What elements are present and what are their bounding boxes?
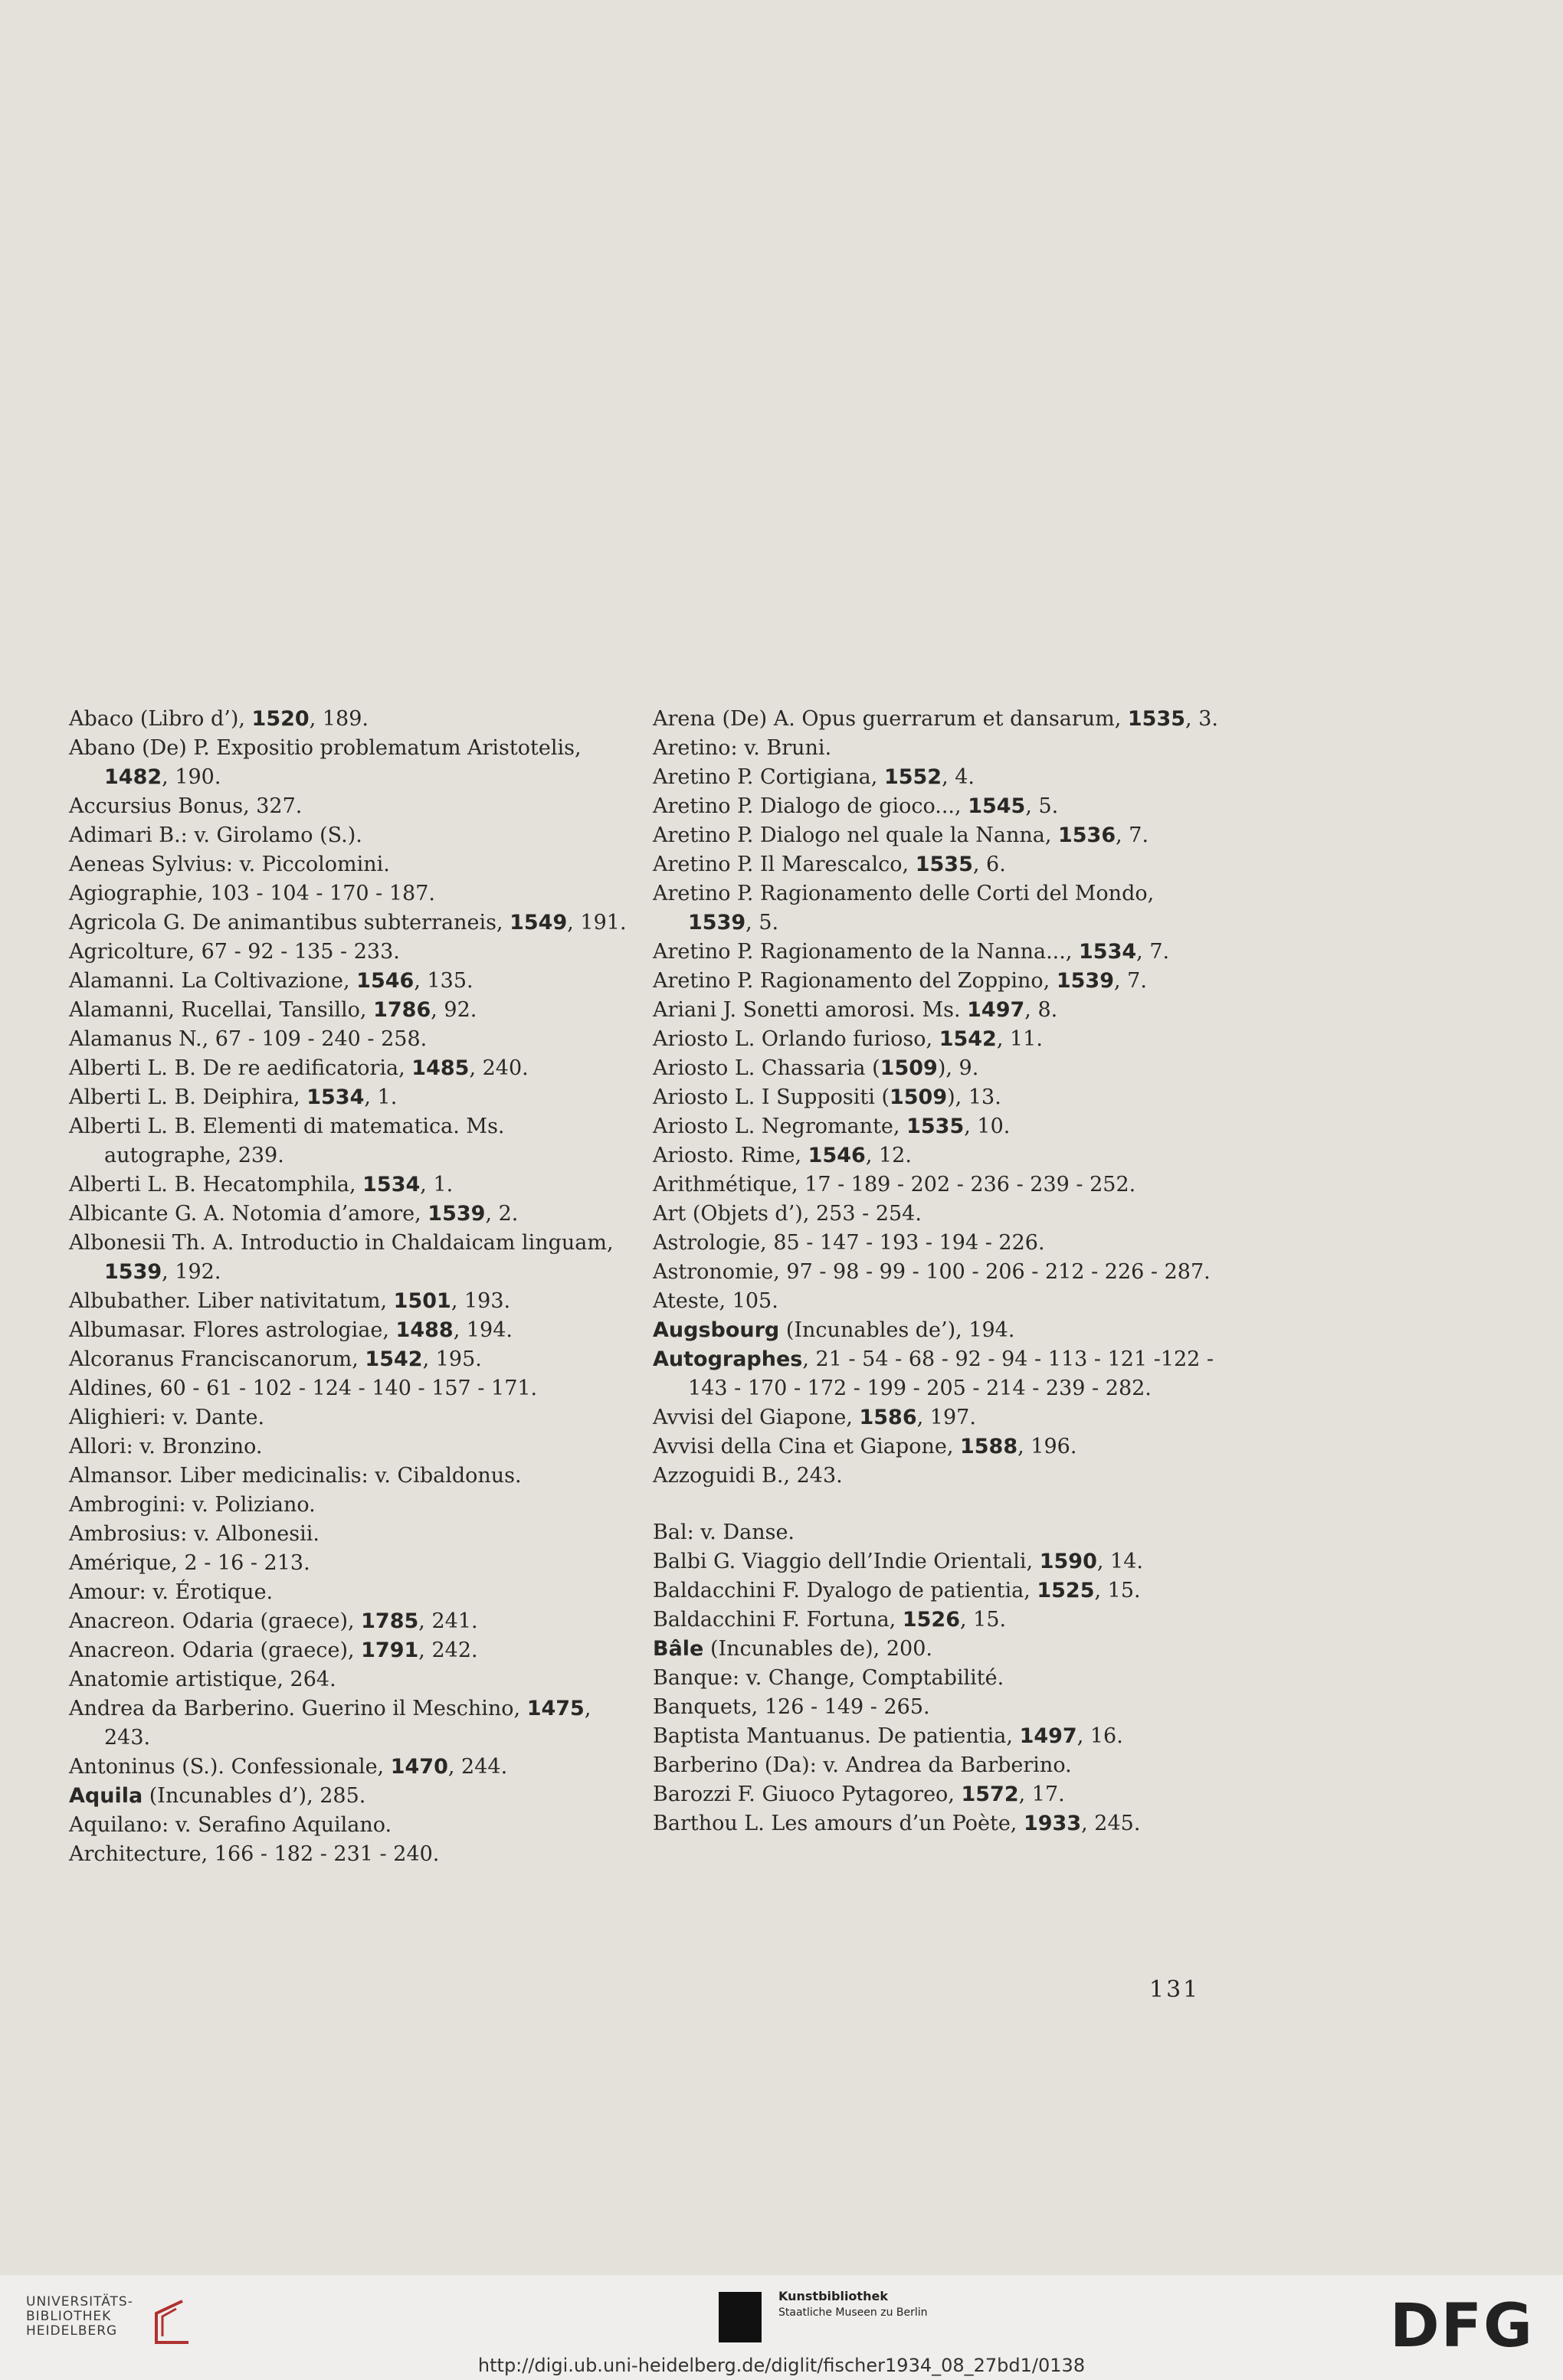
entry-text: Albubather. Liber nativitatum, bbox=[69, 1289, 394, 1313]
index-entry bbox=[653, 879, 1220, 938]
entry-after: , 241. bbox=[418, 1609, 478, 1633]
index-entry bbox=[653, 1780, 1220, 1809]
index-entry bbox=[69, 1549, 636, 1578]
index-column-right bbox=[653, 705, 1220, 1838]
entry-text: Ambrosius: v. Albonesii. bbox=[69, 1522, 319, 1546]
index-entry bbox=[69, 1170, 636, 1200]
ub-logo-line3: HEIDELBERG bbox=[26, 2323, 118, 2339]
entry-text: Alamanni. La Coltivazione, bbox=[69, 969, 357, 993]
entry-text: Barthou L. Les amours d’un Poète, bbox=[653, 1812, 1024, 1835]
index-entry bbox=[69, 1403, 636, 1432]
entry-after: , 195. bbox=[422, 1347, 482, 1371]
entry-text: Banque: v. Change, Comptabilité. bbox=[653, 1666, 1004, 1690]
index-entry bbox=[653, 1403, 1220, 1432]
index-entry bbox=[653, 996, 1220, 1025]
index-entry bbox=[69, 1374, 636, 1403]
entry-year: 1539 bbox=[1056, 969, 1114, 993]
entry-text: Alberti L. B. Elementi di matematica. Ms. autographe, 239. bbox=[69, 1115, 505, 1167]
index-entry bbox=[653, 734, 1220, 763]
index-entry bbox=[69, 1345, 636, 1374]
entry-text: Amour: v. Érotique. bbox=[69, 1580, 274, 1604]
index-entry bbox=[653, 967, 1220, 996]
entry-year: 1485 bbox=[411, 1056, 470, 1080]
entry-year: 1545 bbox=[968, 794, 1026, 818]
index-entry bbox=[653, 938, 1220, 967]
index-entry bbox=[69, 1432, 636, 1462]
index-entry bbox=[653, 1635, 1220, 1664]
entry-after: , 3. bbox=[1185, 707, 1218, 731]
entry-text: Alcoranus Franciscanorum, bbox=[69, 1347, 365, 1371]
index-entry bbox=[653, 1751, 1220, 1780]
entry-text: Ambrogini: v. Poliziano. bbox=[69, 1493, 316, 1517]
entry-after: , 5. bbox=[1025, 794, 1059, 818]
entry-text: Alighieri: v. Dante. bbox=[69, 1406, 265, 1429]
index-entry bbox=[69, 1083, 636, 1112]
entry-year: 1535 bbox=[906, 1115, 965, 1138]
entry-year: 1488 bbox=[395, 1318, 454, 1342]
entry-year: 1549 bbox=[510, 911, 568, 935]
entry-head: Bâle bbox=[653, 1637, 704, 1661]
kb-title: Kunstbibliothek bbox=[778, 2289, 888, 2303]
entry-year: 1470 bbox=[390, 1755, 448, 1779]
entry-text: Ariosto L. Orlando furioso, bbox=[653, 1027, 939, 1051]
index-entry bbox=[69, 1491, 636, 1520]
index-entry bbox=[653, 1693, 1220, 1722]
entry-text: (Incunables d’), 285. bbox=[143, 1784, 366, 1808]
entry-head: Augsbourg bbox=[653, 1318, 780, 1342]
entry-text: Almansor. Liber medicinalis: v. Cibaldonus. bbox=[69, 1464, 522, 1488]
entry-text: Banquets, 126 - 149 - 265. bbox=[653, 1695, 930, 1719]
index-column-left bbox=[69, 705, 636, 1869]
entry-after: , 7. bbox=[1136, 940, 1170, 964]
entry-after: , 244. bbox=[447, 1755, 508, 1779]
index-entry bbox=[653, 1809, 1220, 1838]
entry-after: ), 9. bbox=[937, 1056, 979, 1080]
entry-text: Aquilano: v. Serafino Aquilano. bbox=[69, 1813, 392, 1837]
index-entry bbox=[69, 1578, 636, 1607]
entry-text: Avvisi del Giapone, bbox=[653, 1406, 860, 1429]
index-entry bbox=[69, 1112, 636, 1170]
index-entry bbox=[653, 1083, 1220, 1112]
entry-text: Aretino P. Ragionamento del Zoppino, bbox=[653, 969, 1057, 993]
entry-text: Art (Objets d’), 253 - 254. bbox=[653, 1202, 922, 1226]
entry-text: Astronomie, 97 - 98 - 99 - 100 - 206 - 212 - 226 - 287. bbox=[653, 1260, 1211, 1284]
entry-year: 1535 bbox=[915, 853, 973, 876]
entry-year: 1509 bbox=[880, 1056, 938, 1080]
entry-year: 1497 bbox=[967, 998, 1025, 1022]
entry-text: Albicante G. A. Notomia d’amore, bbox=[69, 1202, 428, 1226]
entry-year: 1572 bbox=[961, 1783, 1019, 1806]
entry-year: 1542 bbox=[939, 1027, 997, 1051]
kunstbibliothek-label bbox=[778, 2289, 928, 2321]
entry-after: , 10. bbox=[964, 1115, 1011, 1138]
entry-after: , 16. bbox=[1076, 1724, 1123, 1748]
entry-after: , 8. bbox=[1024, 998, 1058, 1022]
index-entry bbox=[653, 1316, 1220, 1345]
entry-after: , 11. bbox=[996, 1027, 1043, 1051]
entry-text: Aretino P. Ragionamento delle Corti del Mondo, bbox=[653, 882, 1155, 905]
ub-heidelberg-logo[interactable] bbox=[26, 2295, 133, 2339]
entry-year: 1546 bbox=[356, 969, 415, 993]
entry-text: Ariosto L. Chassaria ( bbox=[653, 1056, 880, 1080]
entry-text: Astrologie, 85 - 147 - 193 - 194 - 226. bbox=[653, 1231, 1045, 1255]
entry-after: , 2. bbox=[485, 1202, 519, 1226]
entry-text: Baldacchini F. Dyalogo de patientia, bbox=[653, 1579, 1037, 1602]
permalink-url[interactable]: http://digi.ub.uni-heidelberg.de/diglit/fischer1934_08_27bd1/0138 bbox=[477, 2355, 1086, 2376]
index-entry bbox=[653, 1606, 1220, 1635]
ub-logo-line1: UNIVERSITÄTS- bbox=[26, 2294, 133, 2310]
index-entry bbox=[653, 1287, 1220, 1316]
index-entry bbox=[69, 1840, 636, 1869]
index-entry bbox=[653, 705, 1220, 734]
entry-after: , 196. bbox=[1017, 1435, 1077, 1458]
index-entry bbox=[653, 1547, 1220, 1576]
entry-after: , 135. bbox=[414, 969, 473, 993]
index-entry bbox=[653, 1170, 1220, 1200]
entry-year: 1525 bbox=[1037, 1579, 1095, 1602]
entry-text: Anacreon. Odaria (graece), bbox=[69, 1639, 362, 1662]
entry-year: 1482 bbox=[104, 765, 162, 789]
entry-after: , 197. bbox=[916, 1406, 976, 1429]
entry-after: , 14. bbox=[1096, 1550, 1143, 1573]
entry-text: Ariosto L. I Suppositi ( bbox=[653, 1085, 890, 1109]
entry-text: Agiographie, 103 - 104 - 170 - 187. bbox=[69, 882, 435, 905]
entry-year: 1542 bbox=[365, 1347, 423, 1371]
entry-text: Aldines, 60 - 61 - 102 - 124 - 140 - 157 - 171. bbox=[69, 1377, 538, 1400]
entry-after: , 243. bbox=[104, 1697, 591, 1750]
entry-text: Alamanus N., 67 - 109 - 240 - 258. bbox=[69, 1027, 428, 1051]
entry-year: 1586 bbox=[859, 1406, 917, 1429]
entry-text: Ariosto L. Negromante, bbox=[653, 1115, 907, 1138]
index-entry bbox=[653, 1141, 1220, 1170]
entry-text: (Incunables de’), 194. bbox=[779, 1318, 1015, 1342]
entry-year: 1791 bbox=[361, 1639, 419, 1662]
entry-text: Aretino P. Ragionamento de la Nanna..., bbox=[653, 940, 1079, 964]
index-entry bbox=[69, 908, 636, 938]
entry-text: Agricola G. De animantibus subterraneis, bbox=[69, 911, 510, 935]
index-entry bbox=[653, 821, 1220, 850]
index-entry bbox=[653, 763, 1220, 792]
index-entry bbox=[653, 1112, 1220, 1141]
entry-after: , 15. bbox=[1094, 1579, 1141, 1602]
ub-heidelberg-mark-icon bbox=[146, 2298, 192, 2346]
entry-year: 1588 bbox=[959, 1435, 1018, 1458]
entry-after: , 1. bbox=[364, 1085, 398, 1109]
entry-head: Aquila bbox=[69, 1784, 143, 1808]
index-entry bbox=[653, 1722, 1220, 1751]
entry-year: 1552 bbox=[883, 765, 942, 789]
entry-year: 1501 bbox=[393, 1289, 451, 1313]
entry-year: 1933 bbox=[1023, 1812, 1082, 1835]
entry-year: 1534 bbox=[362, 1173, 421, 1197]
entry-after: , 17. bbox=[1018, 1783, 1065, 1806]
index-entry bbox=[69, 1229, 636, 1287]
index-entry bbox=[69, 792, 636, 821]
index-entry bbox=[653, 1025, 1220, 1054]
index-entry bbox=[653, 1258, 1220, 1287]
entry-text: Antoninus (S.). Confessionale, bbox=[69, 1755, 391, 1779]
index-entry bbox=[69, 1025, 636, 1054]
index-entry bbox=[69, 996, 636, 1025]
entry-after: , 7. bbox=[1114, 969, 1147, 993]
kb-subtitle: Staatliche Museen zu Berlin bbox=[778, 2306, 928, 2319]
entry-after: , 7. bbox=[1116, 823, 1149, 847]
entry-year: 1497 bbox=[1019, 1724, 1077, 1748]
index-entry bbox=[69, 1811, 636, 1840]
entry-year: 1536 bbox=[1057, 823, 1116, 847]
index-entry bbox=[69, 1287, 636, 1316]
entry-text: Alberti L. B. Deiphira, bbox=[69, 1085, 307, 1109]
entry-text: Aeneas Sylvius: v. Piccolomini. bbox=[69, 853, 390, 876]
entry-year: 1785 bbox=[361, 1609, 419, 1633]
index-entry bbox=[653, 1576, 1220, 1606]
ub-logo-line2: BIBLIOTHEK bbox=[26, 2309, 112, 2324]
index-entry bbox=[69, 1200, 636, 1229]
index-entry bbox=[69, 1753, 636, 1782]
entry-text: Adimari B.: v. Girolamo (S.). bbox=[69, 823, 362, 847]
entry-year: 1786 bbox=[373, 998, 431, 1022]
index-entry bbox=[69, 879, 636, 908]
entry-text: Aretino P. Dialogo nel quale la Nanna, bbox=[653, 823, 1058, 847]
index-entry bbox=[69, 1607, 636, 1636]
entry-after: , 193. bbox=[451, 1289, 511, 1313]
entry-text: Ateste, 105. bbox=[653, 1289, 778, 1313]
entry-year: 1534 bbox=[306, 1085, 365, 1109]
index-entry bbox=[69, 1694, 636, 1753]
index-entry bbox=[653, 792, 1220, 821]
index-entry bbox=[69, 938, 636, 967]
index-entry bbox=[69, 1520, 636, 1549]
entry-text: Alberti L. B. Hecatomphila, bbox=[69, 1173, 363, 1197]
entry-text: Aretino P. Cortigiana, bbox=[653, 765, 884, 789]
entry-after: , 4. bbox=[942, 765, 975, 789]
index-entry bbox=[653, 1432, 1220, 1462]
entry-text: Accursius Bonus, 327. bbox=[69, 794, 303, 818]
entry-text: Arena (De) A. Opus guerrarum et dansarum, bbox=[653, 707, 1128, 731]
entry-after: , 242. bbox=[418, 1639, 478, 1662]
index-entry bbox=[69, 1316, 636, 1345]
entry-text: Agricolture, 67 - 92 - 135 - 233. bbox=[69, 940, 400, 964]
index-entry bbox=[653, 1054, 1220, 1083]
entry-year: 1535 bbox=[1127, 707, 1186, 731]
kunstbibliothek-logo-icon[interactable] bbox=[719, 2292, 762, 2342]
entry-year: 1539 bbox=[688, 911, 746, 935]
index-entry bbox=[69, 821, 636, 850]
index-entry bbox=[653, 1200, 1220, 1229]
page-number: 131 bbox=[1149, 1976, 1201, 2003]
entry-text: Ariosto. Rime, bbox=[653, 1144, 808, 1167]
index-entry bbox=[653, 1229, 1220, 1258]
entry-head: Autographes bbox=[653, 1347, 803, 1371]
index-entry bbox=[69, 705, 636, 734]
entry-year: 1546 bbox=[808, 1144, 866, 1167]
entry-after: , 192. bbox=[162, 1260, 221, 1284]
entry-text: Alamanni, Rucellai, Tansillo, bbox=[69, 998, 374, 1022]
entry-year: 1509 bbox=[889, 1085, 948, 1109]
entry-after: , 190. bbox=[162, 765, 221, 789]
footer-bar bbox=[0, 2275, 1563, 2380]
entry-text: Andrea da Barberino. Guerino il Meschino, bbox=[69, 1697, 527, 1720]
index-entry bbox=[69, 850, 636, 879]
entry-text: Anatomie artistique, 264. bbox=[69, 1668, 336, 1691]
index-entry bbox=[653, 1518, 1220, 1547]
entry-year: 1539 bbox=[428, 1202, 486, 1226]
index-entry bbox=[69, 1636, 636, 1665]
index-entry bbox=[653, 850, 1220, 879]
entry-after: , 15. bbox=[960, 1608, 1007, 1632]
entry-year: 1534 bbox=[1079, 940, 1137, 964]
entry-text: Albonesii Th. A. Introductio in Chaldaicam linguam, bbox=[69, 1231, 614, 1255]
entry-text: Anacreon. Odaria (graece), bbox=[69, 1609, 362, 1633]
index-entry bbox=[653, 1345, 1220, 1403]
entry-text: Aretino: v. Bruni. bbox=[653, 736, 832, 760]
entry-text: Arithmétique, 17 - 189 - 202 - 236 - 239 - 252. bbox=[653, 1173, 1136, 1197]
entry-text: Barberino (Da): v. Andrea da Barberino. bbox=[653, 1753, 1072, 1777]
entry-year: 1475 bbox=[526, 1697, 585, 1720]
index-entry bbox=[653, 1664, 1220, 1693]
entry-text: Avvisi della Cina et Giapone, bbox=[653, 1435, 960, 1458]
entry-after: , 245. bbox=[1081, 1812, 1141, 1835]
entry-year: 1539 bbox=[104, 1260, 162, 1284]
entry-text: (Incunables de), 200. bbox=[703, 1637, 932, 1661]
entry-text: Alberti L. B. De re aedificatoria, bbox=[69, 1056, 412, 1080]
entry-year: 1590 bbox=[1039, 1550, 1097, 1573]
index-entry bbox=[69, 1462, 636, 1491]
index-entry bbox=[69, 1054, 636, 1083]
entry-text: Abaco (Libro d’), bbox=[69, 707, 252, 731]
entry-year: 1520 bbox=[251, 707, 310, 731]
index-entry bbox=[69, 1782, 636, 1811]
entry-text: Architecture, 166 - 182 - 231 - 240. bbox=[69, 1842, 440, 1866]
entry-after: , 191. bbox=[567, 911, 627, 935]
entry-text: Baldacchini F. Fortuna, bbox=[653, 1608, 903, 1632]
entry-text: Abano (De) P. Expositio problematum Aristotelis, bbox=[69, 736, 582, 760]
entry-after: , 5. bbox=[745, 911, 779, 935]
entry-text: , 21 - 54 - 68 - 92 - 94 - 113 - 121 -122 - 143 - 170 - 172 - 199 - 205 - 214 - 239 - 282. bbox=[688, 1347, 1214, 1400]
entry-after: , 12. bbox=[865, 1144, 912, 1167]
entry-after: , 1. bbox=[420, 1173, 454, 1197]
entry-after: , 189. bbox=[309, 707, 369, 731]
entry-after: , 92. bbox=[431, 998, 477, 1022]
index-entry bbox=[69, 734, 636, 792]
entry-year: 1526 bbox=[902, 1608, 960, 1632]
entry-after: , 194. bbox=[453, 1318, 513, 1342]
dfg-logo[interactable]: DFG bbox=[1390, 2292, 1535, 2361]
entry-text: Ariani J. Sonetti amorosi. Ms. bbox=[653, 998, 968, 1022]
entry-text: Amérique, 2 - 16 - 213. bbox=[69, 1551, 310, 1575]
entry-after: ), 13. bbox=[947, 1085, 1001, 1109]
entry-after: , 240. bbox=[469, 1056, 529, 1080]
entry-text: Aretino P. Dialogo de gioco..., bbox=[653, 794, 968, 818]
entry-text: Aretino P. Il Marescalco, bbox=[653, 853, 916, 876]
entry-text: Barozzi F. Giuoco Pytagoreo, bbox=[653, 1783, 962, 1806]
entry-text: Balbi G. Viaggio dell’Indie Orientali, bbox=[653, 1550, 1040, 1573]
entry-text: Allori: v. Bronzino. bbox=[69, 1435, 263, 1458]
entry-text: Baptista Mantuanus. De patientia, bbox=[653, 1724, 1020, 1748]
entry-text: Bal: v. Danse. bbox=[653, 1521, 795, 1544]
index-entry bbox=[69, 1665, 636, 1694]
index-entry bbox=[69, 967, 636, 996]
entry-after: , 6. bbox=[972, 853, 1006, 876]
entry-text: Albumasar. Flores astrologiae, bbox=[69, 1318, 396, 1342]
entry-text: Azzoguidi B., 243. bbox=[653, 1464, 843, 1488]
index-entry bbox=[653, 1462, 1220, 1491]
